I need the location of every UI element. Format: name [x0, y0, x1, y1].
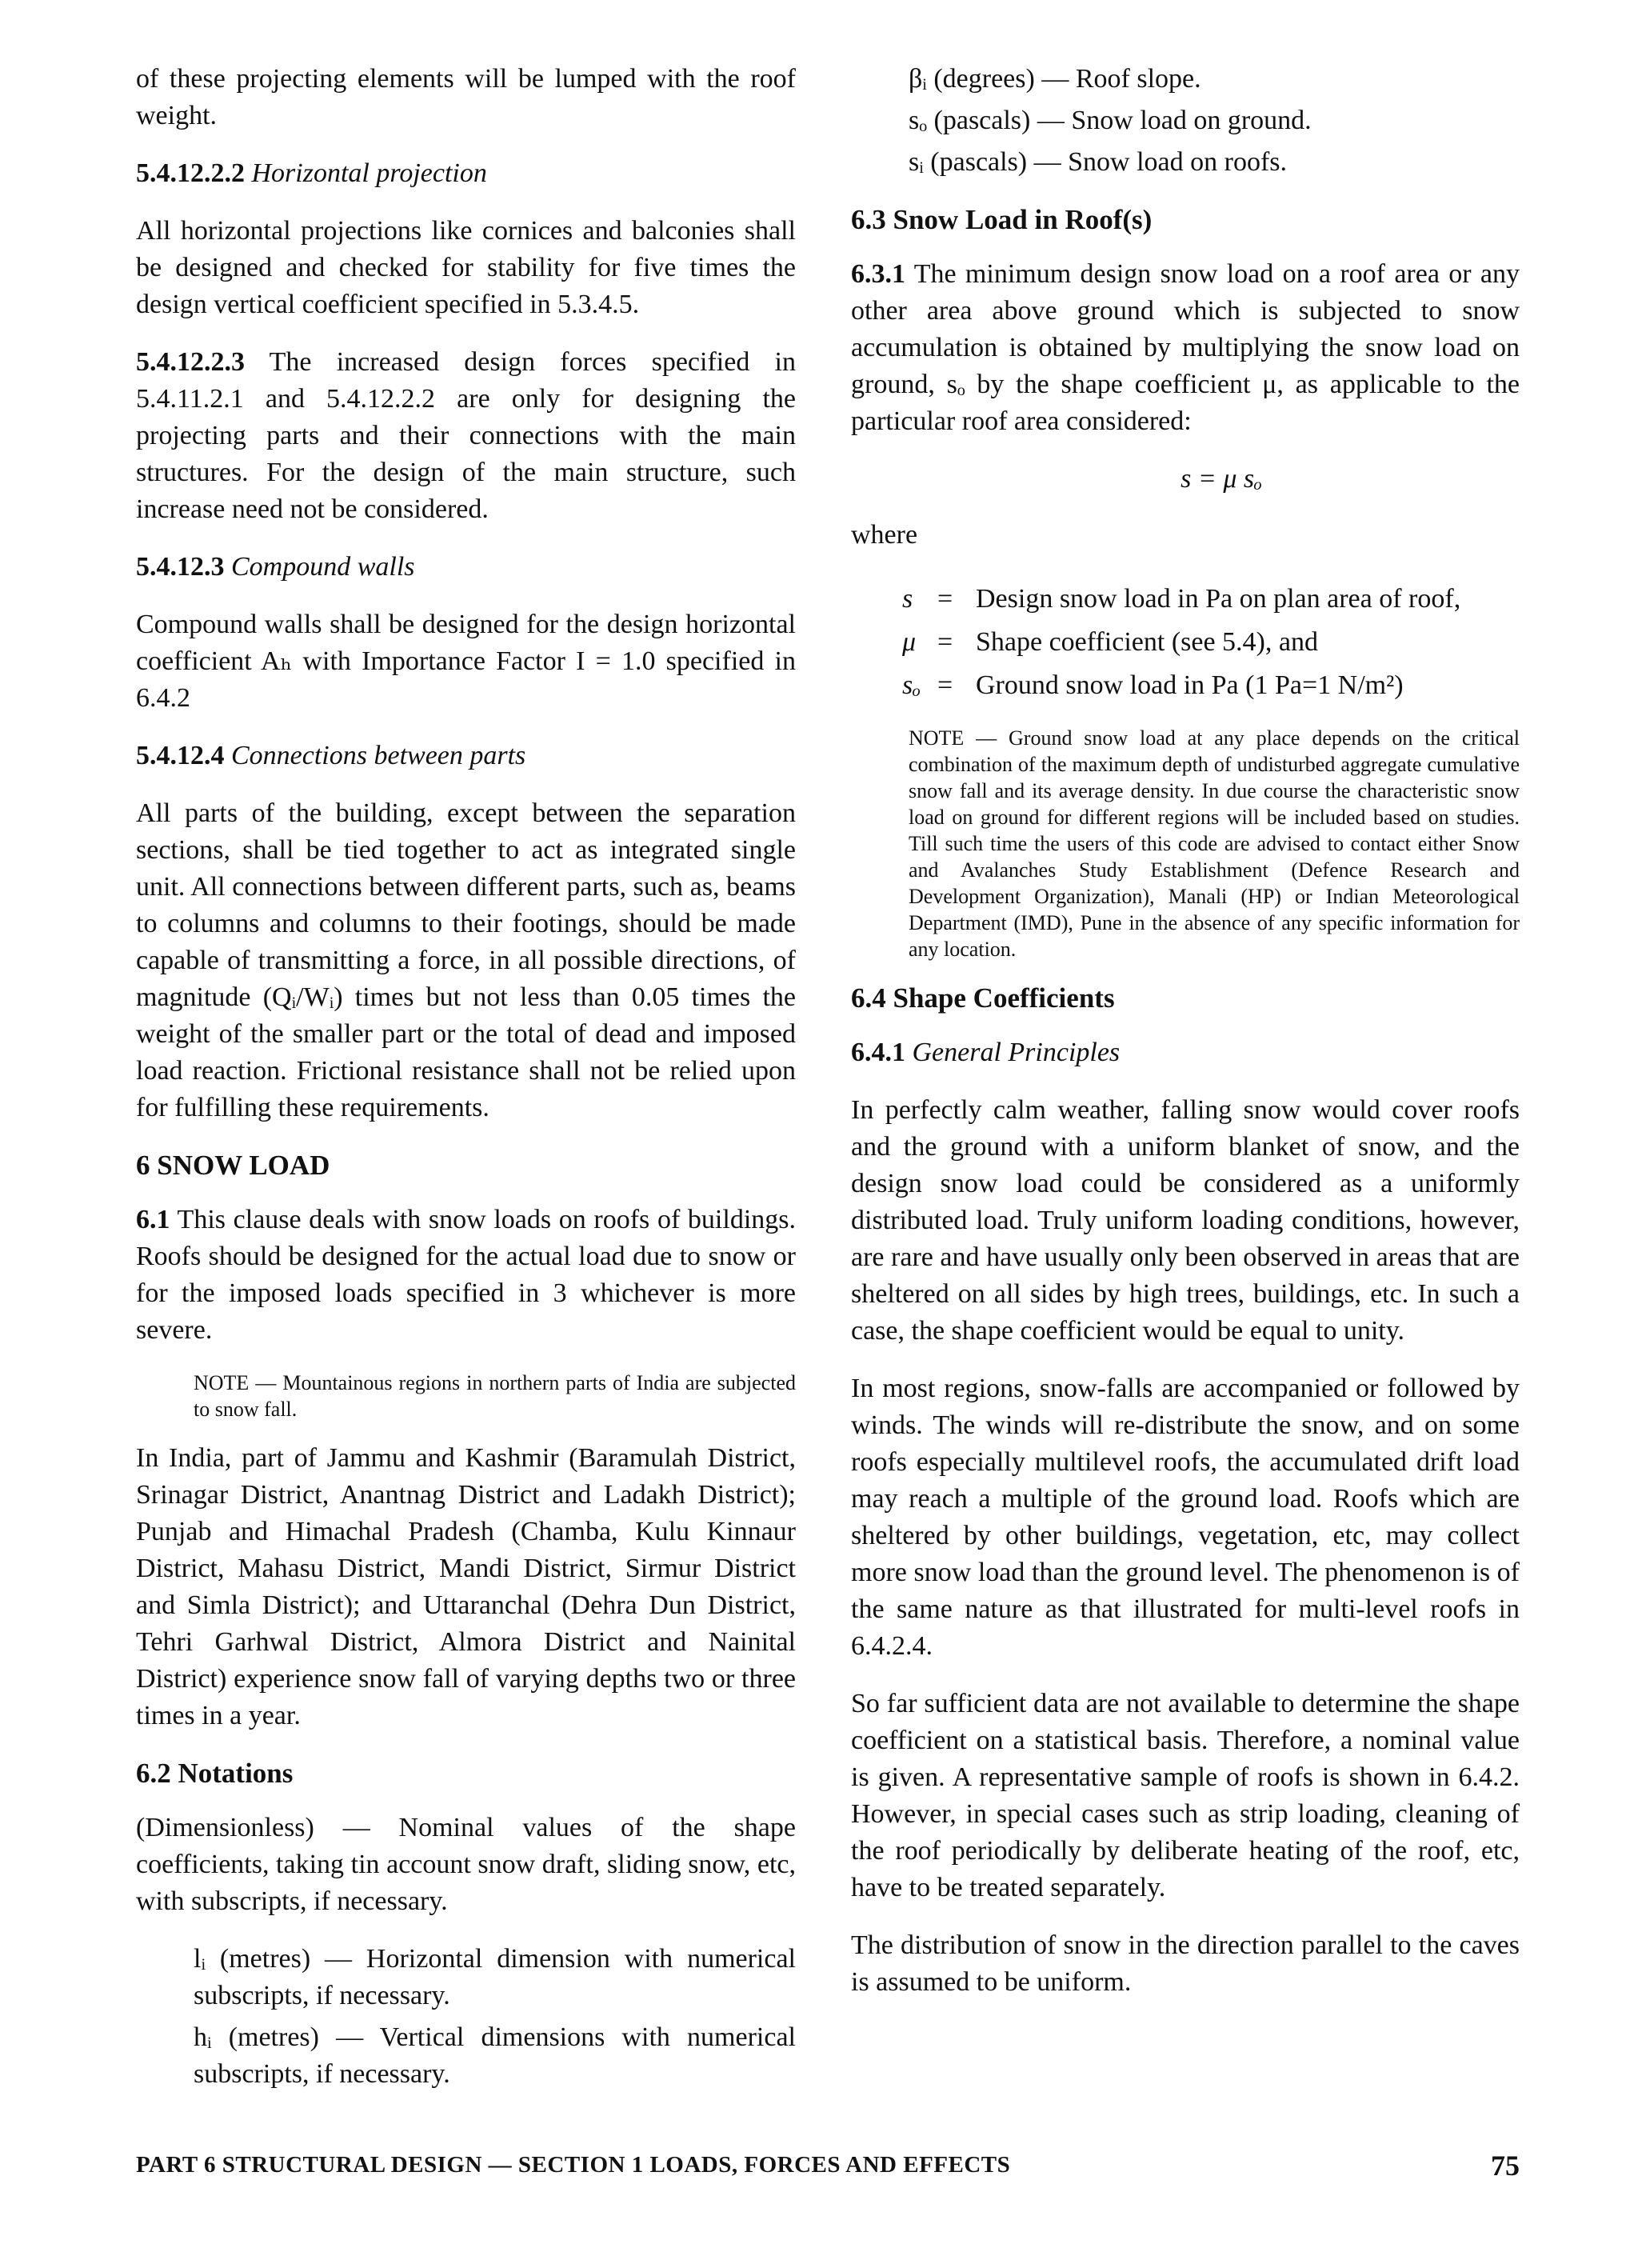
- section-heading: [136, 155, 796, 192]
- section-heading: [851, 1034, 1520, 1071]
- paragraph-text: This clause deals with snow loads on roofs of buildings. Roofs should be designed for the actual load due to snow or for the imposed loads specified in 3 whichever is more severe.: [136, 1205, 796, 1345]
- definition-equals: =: [937, 670, 953, 700]
- section-heading: 6.4 Shape Coefficients: [851, 982, 1115, 1014]
- section-number: 5.4.12.2.3: [136, 347, 245, 377]
- section-title: Horizontal projection: [251, 158, 487, 188]
- definition-row: [851, 578, 1520, 621]
- section-title: General Principles: [912, 1038, 1121, 1067]
- paragraph-text: The minimum design snow load on a roof area or any other area above ground which is subjected to snow accumulation is obtained by multiplying the snow load on ground, sₒ by the shape coefficient μ, as applicable to the particular roof area considered:: [851, 259, 1520, 436]
- section-number: 5.4.12.2.2: [136, 158, 245, 188]
- section-heading: [136, 549, 796, 586]
- note: NOTE — Ground snow load at any place depends on the critical combination of the maximum depth of undisturbed aggregate cumulative snow fall and its average density. In due course the characteristic snow load on ground for different regions will be included based on studies. Till such time the users of this code are advised to contact either Snow and Avalanches Study Establishment (Defence Research and Development Organization), Manali (HP) or Indian Meteorological Department (IMD), Pune in the absence of any specific information for any location.: [909, 726, 1520, 961]
- paragraph: In perfectly calm weather, falling snow would cover roofs and the ground with a uniform blanket of snow, and the design snow load could be considered as a uniformly distributed load. Truly uniform loading conditions, however, are rare and have usually only been observed in areas that are sheltered on all sides by high trees, buildings, etc. In such a case, the shape coefficient would be equal to unity.: [851, 1095, 1520, 1346]
- notation-item: sᵢ (pascals) — Snow load on roofs.: [909, 147, 1287, 177]
- definition-symbol: μ: [902, 627, 917, 657]
- page-footer: [136, 2152, 1520, 2187]
- definition-equals: =: [937, 584, 953, 614]
- paragraph-text: The increased design forces specified in 5.4.11.2.1 and 5.4.12.2.2 are only for designing the projecting parts and their connections with the main structures. For the design of the main structure, such increase need not be considered.: [136, 347, 796, 524]
- definition-symbol: sₒ: [902, 670, 921, 700]
- definition-text: Shape coefficient (see 5.4), and: [976, 627, 1318, 657]
- section-number: 5.4.12.4: [136, 741, 225, 770]
- paragraph: In India, part of Jammu and Kashmir (Baramulah District, Srinagar District, Anantnag District and Ladakh District); Punjab and Himachal Pradesh (Chamba, Kulu Kinnaur District, Mahasu District, Mandi District, Sirmur District and Simla District); and Uttaranchal (Dehra Dun District, Tehri Garhwal District, Almora District and Nainital District) experience snow fall of varying depths two or three times in a year.: [136, 1443, 796, 1730]
- definition-row: [851, 664, 1520, 707]
- definition-text: Design snow load in Pa on plan area of roof,: [976, 584, 1461, 614]
- equation-text: s = μ sₒ: [1181, 464, 1262, 494]
- section-title: Connections between parts: [231, 741, 526, 770]
- paragraph: Compound walls shall be designed for the design horizontal coefficient Aₕ with Importance Factor I = 1.0 specified in 6.4.2: [136, 610, 796, 713]
- definition-row: [851, 621, 1520, 664]
- notation-item: sₒ (pascals) — Snow load on ground.: [909, 106, 1312, 135]
- paragraph: All horizontal projections like cornices and balconies shall be designed and checked for stability for five times the design vertical coefficient specified in 5.3.4.5.: [136, 216, 796, 319]
- section-number: 6.4.1: [851, 1038, 905, 1067]
- page-number: 75: [1491, 2150, 1520, 2182]
- paragraph: [851, 256, 1520, 440]
- paragraph: So far sufficient data are not available to determine the shape coefficient on a statistical basis. Therefore, a nominal value is given. A representative sample of roofs is shown in 6.4.2. However, in special cases such as strip loading, cleaning of the roof periodically by deliberate heating of the roof, etc, have to be treated separately.: [851, 1689, 1520, 1902]
- section-heading: [136, 738, 796, 774]
- paragraph: (Dimensionless) — Nominal values of the shape coefficients, taking tin account snow draft, sliding snow, etc, with subscripts, if necessary.: [136, 1813, 796, 1916]
- section-title: Compound walls: [231, 552, 415, 582]
- paragraph: All parts of the building, except between the separation sections, shall be tied together to act as integrated single unit. All connections between different parts, such as, beams to columns and columns to their footings, should be made capable of transmitting a force, in all possible directions, of magnitude (Qᵢ/Wᵢ) times but not less than 0.05 times the weight of the smaller part or the total of dead and imposed load reaction. Frictional resistance shall not be relied upon for fulfilling these requirements.: [136, 798, 796, 1122]
- symbol-definitions: [851, 578, 1520, 707]
- notation-item: hᵢ (metres) — Vertical dimensions with numerical subscripts, if necessary.: [194, 2022, 796, 2089]
- section-number: 6.3.1: [851, 259, 905, 289]
- paragraph: [136, 1202, 796, 1349]
- footer-title: PART 6 STRUCTURAL DESIGN — SECTION 1 LOADS, FORCES AND EFFECTS: [136, 2152, 1011, 2178]
- section-heading: 6.2 Notations: [136, 1758, 294, 1789]
- definition-text: Ground snow load in Pa (1 Pa=1 N/m²): [976, 670, 1404, 700]
- left-column: [136, 61, 796, 2098]
- paragraph: [136, 344, 796, 528]
- paragraph: The distribution of snow in the direction parallel to the caves is assumed to be uniform.: [851, 1930, 1520, 1997]
- definition-equals: =: [937, 627, 953, 657]
- section-number: 6.1: [136, 1205, 170, 1234]
- definition-symbol: s: [902, 584, 913, 614]
- chapter-heading: 6 SNOW LOAD: [136, 1150, 330, 1181]
- notation-item: βᵢ (degrees) — Roof slope.: [909, 64, 1201, 94]
- section-number: 5.4.12.3: [136, 552, 225, 582]
- paragraph: of these projecting elements will be lumped with the roof weight.: [136, 64, 796, 130]
- equation: [851, 461, 1520, 498]
- right-column: [851, 61, 1520, 2022]
- section-heading: 6.3 Snow Load in Roof(s): [851, 204, 1153, 235]
- paragraph: In most regions, snow-falls are accompanied or followed by winds. The winds will re-distribute the snow, and on some roofs especially multilevel roofs, the accumulated drift load may reach a multiple of the ground load. Roofs which are sheltered by other buildings, vegetation, etc, may collect more snow load than the ground level. The phenomenon is of the same nature as that illustrated for multi-level roofs in 6.4.2.4.: [851, 1374, 1520, 1661]
- note: NOTE — Mountainous regions in northern parts of India are subjected to snow fall.: [194, 1371, 796, 1421]
- where-label: where: [851, 520, 918, 550]
- notation-item: lᵢ (metres) — Horizontal dimension with numerical subscripts, if necessary.: [194, 1944, 796, 2010]
